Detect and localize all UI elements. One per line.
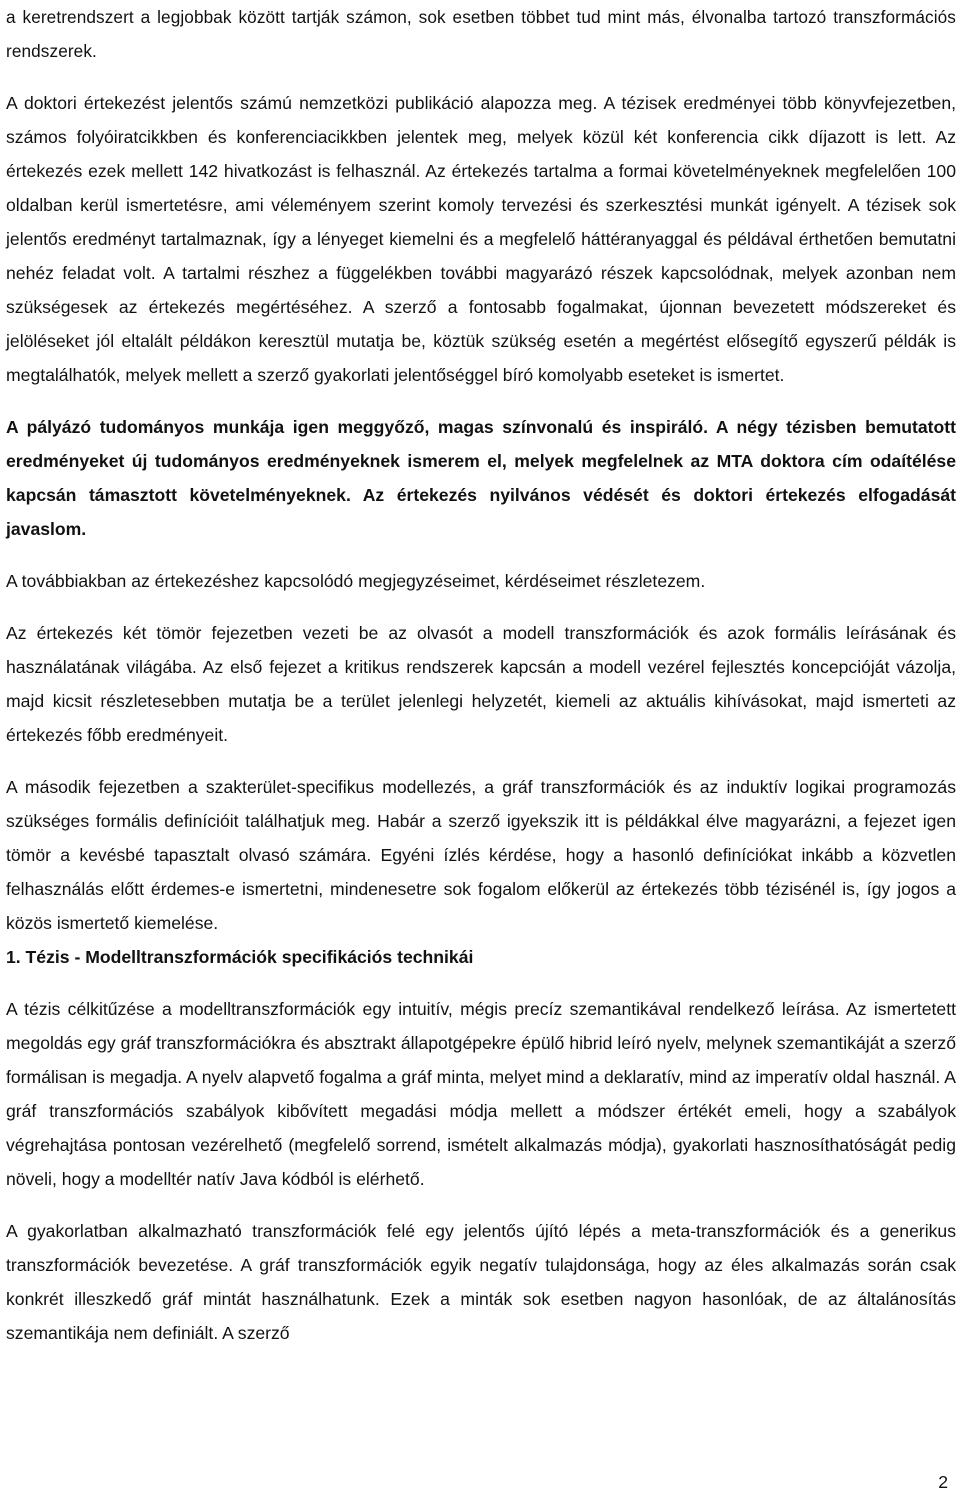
paragraph-thesis-goal: A tézis célkitűzése a modelltranszformációk egy intuitív, mégis precíz szemantikával rendelkező leírása. Az ismertetett megoldás egy gráf transzformációkra és absztrakt állapotgépekre épülő hibrid leíró nyelv, melynek szemantikáját a szerző formálisan is megadja. A nyelv alapvető fogalma a gráf minta, melyet mind a deklaratív, mind az imperatív oldal használ. A gráf transzformációs szabályok kibővített megadási módja mellett a módszer értékét emeli, hogy a szabályok végrehajtása pontosan vezérelhető (megfelelő sorrend, ismételt alkalmazás módja), gyakorlati hasznosíthatóságát pedig növeli, hogy a modelltér natív Java kódból is elérhető.	[6, 999, 956, 1189]
paragraph-intro-continuation: a keretrendszert a legjobbak között tartják számon, sok esetben többet tud mint más, élvonalba tartozó transzformációs rendszerek.	[6, 7, 956, 61]
paragraph-second-chapter: A második fejezetben a szakterület-specifikus modellezés, a gráf transzformációk és az induktív logikai programozás szükséges formális definícióit találhatjuk meg. Habár a szerző igyekszik itt is példákkal élve magyarázni, a fejezet igen tömör a kevésbé tapasztalt olvasó számára. Egyéni ízlés kérdése, hogy a hasonló definíciókat inkább a közvetlen felhasználás előtt érdemes-e ismertetni, mindenesetre sok fogalom előkerül az értekezés több tézisénél is, így jogos a közös ismertető kiemelése.	[6, 777, 956, 933]
paragraph-remarks-intro: A továbbiakban az értekezéshez kapcsolódó megjegyzéseimet, kérdéseimet részletezem.	[6, 571, 706, 591]
paragraph-chapter-overview: Az értekezés két tömör fejezetben vezeti be az olvasót a modell transzformációk és azok formális leírásának és használatának világába. Az első fejezet a kritikus rendszerek kapcsán a modell vezérel fejlesztés koncepcióját vázolja, majd kicsit részletesebben mutatja be a terület jelenlegi helyzetét, kiemeli az aktuális kihívásokat, majd ismerteti az értekezés főbb eredményeit.	[6, 623, 956, 745]
document-page	[6, 0, 956, 1350]
page-number: 2	[938, 1472, 948, 1492]
section-heading: 1. Tézis - Modelltranszformációk specifikációs technikái	[6, 947, 474, 967]
paragraph-publications: A doktori értekezést jelentős számú nemzetközi publikáció alapozza meg. A tézisek eredményei több könyvfejezetben, számos folyóiratcikkben és konferenciacikkben jelentek meg, melyek közül két konferencia cikk díjazott is lett. Az értekezés ezek mellett 142 hivatkozást is felhasznál. Az értekezés tartalma a formai követelményeknek megfelelően 100 oldalban kerül ismertetésre, ami véleményem szerint komoly tervezési és szerkesztési munkát igényelt. A tézisek sok jelentős eredményt tartalmaznak, így a lényeget kiemelni és a megfelelő háttéranyaggal és példával érthetően bemutatni nehéz feladat volt. A tartalmi részhez a függelékben további magyarázó részek kapcsolódnak, melyek azonban nem szükségesek az értekezés megértéséhez. A szerző a fontosabb fogalmakat, újonnan bevezetett módszereket és jelöléseket jól eltalált példákon keresztül mutatja be, köztük szükség esetén a megértést elősegítő egyszerű példák is megtalálhatók, melyek mellett a szerző gyakorlati jelentőséggel bíró komolyabb eseteket is ismertet.	[6, 93, 956, 385]
paragraph-meta-transformations: A gyakorlatban alkalmazható transzformációk felé egy jelentős újító lépés a meta-transzformációk és a generikus transzformációk bevezetése. A gráf transzformációk egyik negatív tulajdonsága, hogy az éles alkalmazás során csak konkrét illeszkedő gráf mintát használhatunk. Ezek a minták sok esetben nagyon hasonlóak, de az általánosítás szemantikája nem definiált. A szerző	[6, 1221, 956, 1343]
paragraph-recommendation: A pályázó tudományos munkája igen meggyőző, magas színvonalú és inspiráló. A négy tézisben bemutatott eredményeket új tudományos eredményeknek ismerem el, melyek megfelelnek az MTA doktora cím odaítélése kapcsán támasztott követelményeknek. Az értekezés nyilvános védését és doktori értekezés elfogadását javaslom.	[6, 417, 956, 539]
